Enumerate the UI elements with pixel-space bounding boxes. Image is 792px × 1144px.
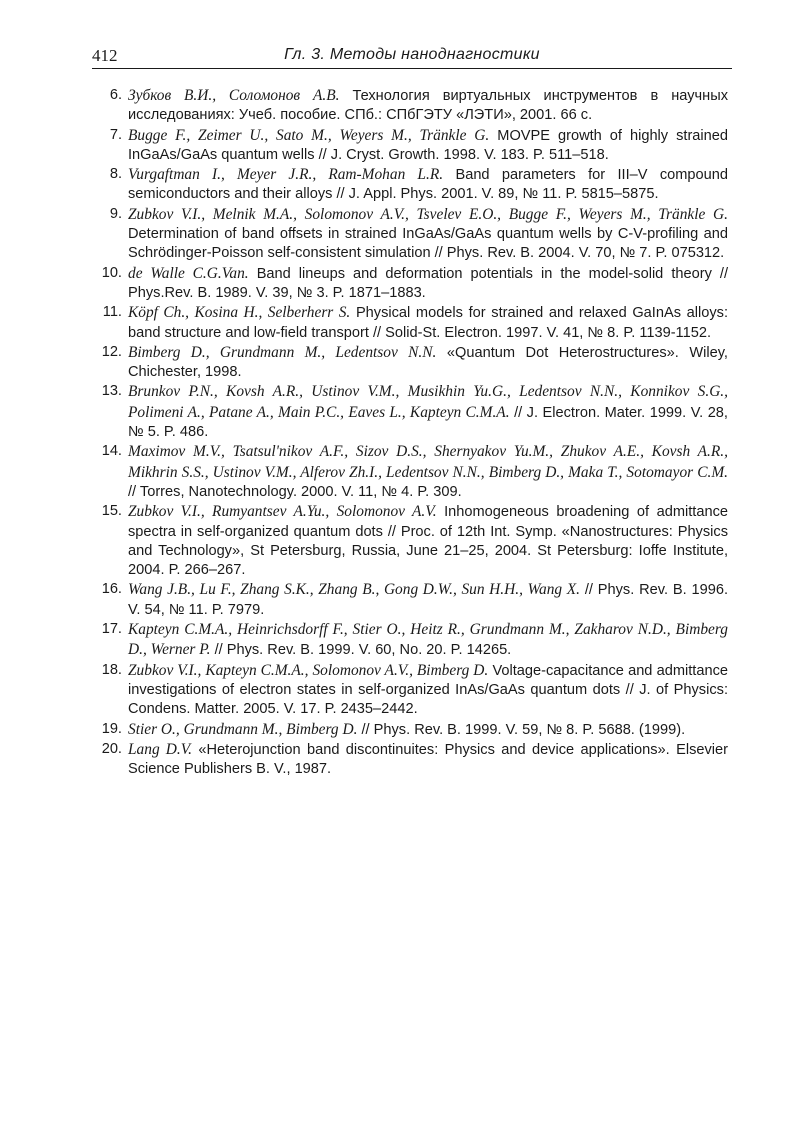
- reference-number: 19.: [101, 720, 122, 737]
- reference-text: Band parameters for III–V compound semiconductors and their alloys // J. Appl. Phys. 2001. V. 89, № 11. P. 5815–5875.: [128, 167, 729, 203]
- reference-authors: de Walle C.G.Van.: [128, 264, 249, 282]
- reference-text: «Heterojunction band discontinuites: Physics and device applications». Elsevier Science Publishers B. V., 1987.: [128, 741, 728, 778]
- reference-text: Inhomogeneous broadening of admittance spectra in self-organized quantum dots // Proc. of 12th Int. Symp. «Nanostructures: Physics and Technology», St Petersburg, Russia, June 21–25, 2004. St Petersburg: Ioffe Institute, 2004. P. 266–267.: [128, 504, 728, 579]
- reference-item: [94, 720, 728, 740]
- reference-authors: Wang J.B., Lu F., Zhang S.K., Zhang B., Gong D.W., Sun H.H., Wang X.: [128, 581, 580, 599]
- reference-number: 14.: [101, 443, 122, 460]
- page-number: 412: [92, 46, 118, 65]
- reference-item: [94, 620, 728, 661]
- reference-item: [94, 303, 728, 343]
- reference-text: Voltage-capacitance and admittance investigations of electron states in self-organized InAs/GaAs quantum dots // J. of Physics: Condens. Matter. 2005. V. 17. P. 2435–2442.: [128, 662, 728, 718]
- reference-number: 20.: [101, 740, 122, 757]
- reference-text: // J. Electron. Mater. 1999. V. 28, № 5. P. 486.: [128, 404, 728, 441]
- reference-authors: Köpf Ch., Kosina H., Selberherr S.: [128, 304, 351, 322]
- reference-authors: Zubkov V.I., Melnik M.A., Solomonov A.V., Tsvelev E.O., Bugge F., Weyers M., Tränkle G.: [128, 205, 728, 223]
- reference-authors: Zubkov V.I., Kapteyn C.M.A., Solomonov A.V., Bimberg D.: [128, 661, 489, 679]
- reference-number: 16.: [101, 581, 122, 598]
- reference-authors: Vurgaftman I., Meyer J.R., Ram-Mohan L.R.: [128, 166, 444, 184]
- reference-number: 9.: [109, 205, 122, 222]
- reference-text: // Phys. Rev. B. 1999. V. 59, № 8. P. 5688. (1999).: [361, 721, 686, 738]
- reference-item: [94, 165, 728, 205]
- reference-text: // Phys. Rev. B. 1999. V. 60, No. 20. P. 14265.: [214, 642, 512, 659]
- reference-authors: Maximov M.V., Tsatsul'nikov A.F., Sizov D.S., Shernyakov Yu.M., Zhukov A.E., Kovsh A.R., Mikhrin S.S., Ustinov V.M., Alferov Zh.I., Ledentsov N.N., Bimberg D., Maka T., Sotomayor C.M.: [128, 443, 728, 481]
- reference-number: 18.: [101, 661, 122, 678]
- reference-text: «Quantum Dot Heterostructures». Wiley, Chichester, 1998.: [128, 344, 728, 381]
- reference-authors: Stier O., Grundmann M., Bimberg D.: [128, 720, 358, 738]
- reference-item: [94, 264, 728, 304]
- reference-number: 17.: [101, 621, 122, 638]
- reference-item: [94, 502, 728, 580]
- running-head: Гл. 3. Методы наноднагностики: [284, 46, 540, 63]
- reference-authors: Bimberg D., Grundmann M., Ledentsov N.N.: [128, 343, 437, 361]
- reference-text: // Torres, Nanotechnology. 2000. V. 11, № 4. P. 309.: [128, 483, 462, 500]
- page-header: [92, 44, 732, 69]
- reference-number: 15.: [101, 503, 122, 520]
- reference-text: // Phys. Rev. B. 1996. V. 54, № 11. P. 7979.: [128, 582, 728, 618]
- reference-number: 6.: [109, 87, 122, 103]
- reference-text: MOVPE growth of highly strained InGaAs/GaAs quantum wells // J. Cryst. Growth. 1998. V. 183. P. 511–518.: [128, 127, 729, 163]
- reference-item: [94, 382, 728, 442]
- reference-authors: Zubkov V.I., Rumyantsev A.Yu., Solomonov A.V.: [128, 503, 437, 521]
- reference-number: 8.: [109, 166, 122, 183]
- reference-number: 7.: [109, 126, 122, 143]
- reference-item: [94, 205, 728, 264]
- reference-number: 12.: [101, 343, 122, 360]
- reference-item: [94, 580, 728, 620]
- reference-authors: Kapteyn C.M.A., Heinrichsdorff F., Stier O., Heitz R., Grundmann M., Zakharov N.D., Bimberg D., Werner P.: [128, 621, 728, 659]
- reference-text: Band lineups and deformation potentials in the model-solid theory // Phys.Rev. B. 1989. V. 39, № 3. P. 1871–1883.: [128, 265, 729, 301]
- reference-text: Physical models for strained and relaxed GaInAs alloys: band structure and low-field transport // Solid-St. Electron. 1997. V. 41, № 8. P. 1139-1152.: [128, 305, 729, 341]
- reference-text: Determination of band offsets in strained InGaAs/GaAs quantum wells by C-V-profiling and Schrödinger-Poisson self-consistent simulation // Phys. Rev. B. 2004. V. 70, № 7. P. 075312.: [128, 226, 728, 262]
- reference-number: 10.: [101, 264, 122, 281]
- reference-list: [94, 86, 728, 779]
- reference-item: [94, 126, 728, 166]
- reference-item: [94, 86, 728, 126]
- reference-text: Технология виртуальных инструментов в научных исследованиях: Учеб. пособие. СПб.: СПбГЭТУ «ЛЭТИ», 2001. 66 с.: [128, 88, 729, 124]
- reference-authors: Brunkov P.N., Kovsh A.R., Ustinov V.M., Musikhin Yu.G., Ledentsov N.N., Konnikov S.G., Polimeni A., Patane A., Main P.C., Eaves L., Kapteyn C.M.A.: [128, 383, 728, 421]
- reference-item: [94, 442, 728, 502]
- reference-item: [94, 661, 728, 720]
- reference-item: [94, 740, 728, 780]
- reference-number: 13.: [101, 383, 122, 400]
- reference-number: 11.: [102, 304, 122, 321]
- reference-authors: Зубков В.И., Соломонов А.В.: [128, 87, 340, 104]
- reference-authors: Bugge F., Zeimer U., Sato M., Weyers M., Tränkle G.: [128, 126, 490, 144]
- reference-item: [94, 343, 728, 383]
- reference-authors: Lang D.V.: [128, 740, 193, 758]
